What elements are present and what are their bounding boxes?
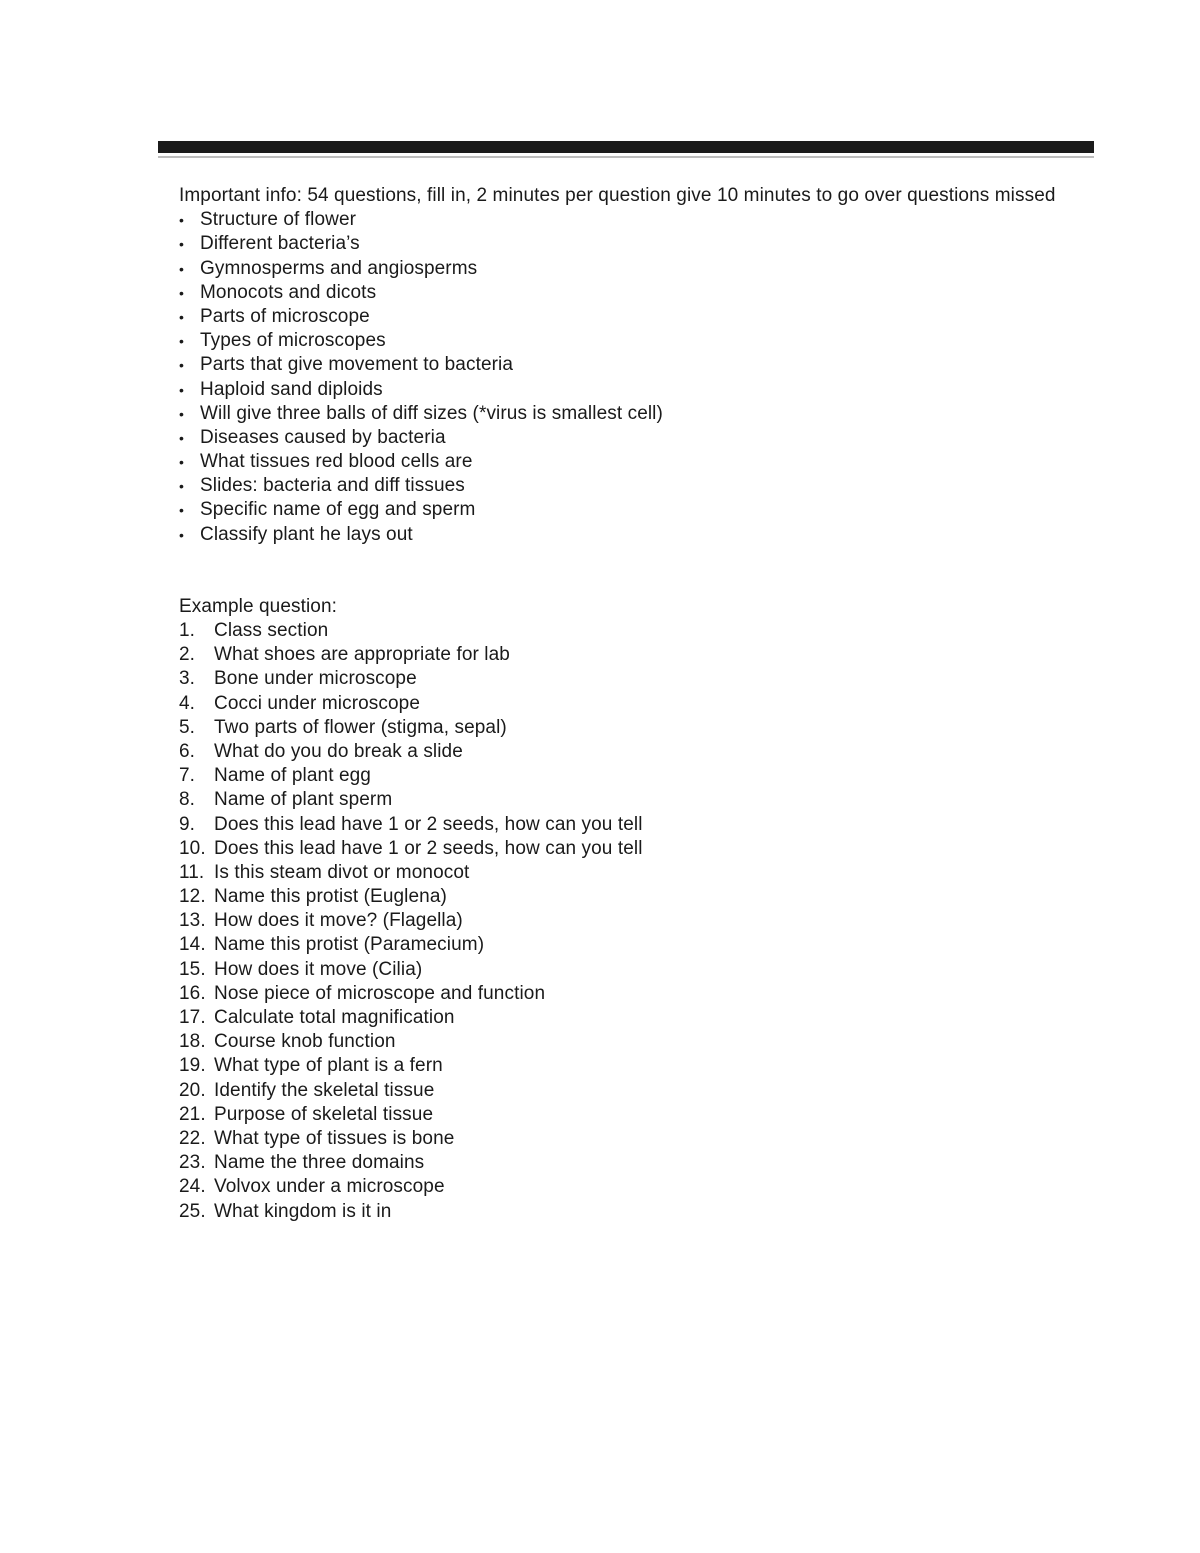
question-number: 3. bbox=[179, 668, 196, 690]
topic-text: Will give three balls of diff sizes (*virus is smallest cell) bbox=[200, 402, 663, 424]
question-number: 1. bbox=[179, 620, 196, 642]
question-number: 12. bbox=[179, 886, 206, 908]
bullet-icon: • bbox=[179, 405, 185, 422]
topic-item bbox=[179, 329, 1079, 353]
question-text: Bone under microscope bbox=[214, 668, 417, 690]
question-text: What kingdom is it in bbox=[214, 1200, 392, 1222]
question-number: 20. bbox=[179, 1079, 206, 1101]
topic-text: Haploid sand diploids bbox=[200, 378, 383, 400]
question-number: 14. bbox=[179, 934, 206, 956]
bullet-icon: • bbox=[179, 357, 185, 374]
question-item bbox=[179, 619, 1079, 643]
question-text: How does it move (Cilia) bbox=[214, 958, 423, 980]
question-number: 9. bbox=[179, 813, 196, 835]
question-text: Course knob function bbox=[214, 1031, 396, 1053]
question-item bbox=[179, 1200, 1079, 1224]
question-number: 5. bbox=[179, 716, 196, 738]
question-text: Does this lead have 1 or 2 seeds, how can you tell bbox=[214, 813, 643, 835]
topic-text: Monocots and dicots bbox=[200, 281, 377, 303]
topic-item bbox=[179, 281, 1079, 305]
topic-item bbox=[179, 450, 1079, 474]
question-text: What do you do break a slide bbox=[214, 740, 463, 762]
question-item bbox=[179, 764, 1079, 788]
bullet-icon: • bbox=[179, 526, 185, 543]
question-text: Is this steam divot or monocot bbox=[214, 861, 470, 883]
header-bar bbox=[158, 141, 1094, 153]
question-number: 6. bbox=[179, 740, 196, 762]
question-text: Name of plant sperm bbox=[214, 789, 393, 811]
question-number: 17. bbox=[179, 1007, 206, 1029]
question-list bbox=[179, 619, 1079, 1224]
question-number: 4. bbox=[179, 692, 196, 714]
question-text: Class section bbox=[214, 620, 329, 642]
question-item bbox=[179, 861, 1079, 885]
question-number: 18. bbox=[179, 1031, 206, 1053]
topic-text: Gymnosperms and angiosperms bbox=[200, 257, 478, 279]
question-number: 10. bbox=[179, 837, 206, 859]
topic-text: What tissues red blood cells are bbox=[200, 451, 473, 473]
question-number: 19. bbox=[179, 1055, 206, 1077]
header-divider bbox=[158, 156, 1094, 158]
bullet-icon: • bbox=[179, 308, 185, 325]
topic-text: Specific name of egg and sperm bbox=[200, 499, 476, 521]
question-text: Name this protist (Euglena) bbox=[214, 886, 447, 908]
topic-text: Parts of microscope bbox=[200, 305, 370, 327]
question-number: 2. bbox=[179, 644, 196, 666]
question-item bbox=[179, 1006, 1079, 1030]
question-text: Name of plant egg bbox=[214, 765, 371, 787]
bullet-icon: • bbox=[179, 502, 185, 519]
bullet-icon: • bbox=[179, 236, 185, 253]
bullet-icon: • bbox=[179, 212, 185, 229]
question-item bbox=[179, 643, 1079, 667]
question-item bbox=[179, 692, 1079, 716]
question-number: 15. bbox=[179, 958, 206, 980]
topic-item bbox=[179, 257, 1079, 281]
question-item bbox=[179, 1030, 1079, 1054]
bullet-icon: • bbox=[179, 429, 185, 446]
question-text: Two parts of flower (stigma, sepal) bbox=[214, 716, 507, 738]
question-number: 21. bbox=[179, 1103, 206, 1125]
important-info: Important info: 54 questions, fill in, 2 minutes per question give 10 minutes to go over questions missed bbox=[179, 185, 1056, 206]
question-text: Nose piece of microscope and function bbox=[214, 982, 546, 1004]
topic-text: Different bacteria’s bbox=[200, 233, 360, 255]
question-text: What type of tissues is bone bbox=[214, 1127, 455, 1149]
question-number: 24. bbox=[179, 1176, 206, 1198]
topic-item bbox=[179, 474, 1079, 498]
question-text: Volvox under a microscope bbox=[214, 1176, 445, 1198]
question-item bbox=[179, 885, 1079, 909]
topic-item bbox=[179, 378, 1079, 402]
question-number: 7. bbox=[179, 765, 196, 787]
topic-item bbox=[179, 305, 1079, 329]
question-item bbox=[179, 667, 1079, 691]
topic-item bbox=[179, 232, 1079, 256]
question-item bbox=[179, 813, 1079, 837]
topic-text: Slides: bacteria and diff tissues bbox=[200, 475, 465, 497]
question-number: 8. bbox=[179, 789, 196, 811]
question-item bbox=[179, 982, 1079, 1006]
question-text: Purpose of skeletal tissue bbox=[214, 1103, 434, 1125]
question-text: Does this lead have 1 or 2 seeds, how can you tell bbox=[214, 837, 643, 859]
question-number: 11. bbox=[179, 861, 205, 883]
bullet-icon: • bbox=[179, 333, 185, 350]
topic-item bbox=[179, 426, 1079, 450]
topic-text: Structure of flower bbox=[200, 209, 357, 231]
question-item bbox=[179, 958, 1079, 982]
question-text: How does it move? (Flagella) bbox=[214, 910, 463, 932]
question-item bbox=[179, 1079, 1079, 1103]
topic-list bbox=[179, 208, 1079, 547]
topic-text: Classify plant he lays out bbox=[200, 523, 413, 545]
question-item bbox=[179, 1103, 1079, 1127]
question-number: 25. bbox=[179, 1200, 206, 1222]
topic-item bbox=[179, 498, 1079, 522]
topic-text: Parts that give movement to bacteria bbox=[200, 354, 514, 376]
example-heading: Example question: bbox=[179, 595, 338, 617]
question-text: Identify the skeletal tissue bbox=[214, 1079, 435, 1101]
question-item bbox=[179, 1127, 1079, 1151]
question-item bbox=[179, 1054, 1079, 1078]
topic-item bbox=[179, 208, 1079, 232]
question-item bbox=[179, 837, 1079, 861]
question-item bbox=[179, 1151, 1079, 1175]
question-text: Cocci under microscope bbox=[214, 692, 421, 714]
question-text: What shoes are appropriate for lab bbox=[214, 644, 510, 666]
question-number: 13. bbox=[179, 910, 206, 932]
topic-text: Diseases caused by bacteria bbox=[200, 426, 446, 448]
question-item bbox=[179, 788, 1079, 812]
bullet-icon: • bbox=[179, 454, 185, 471]
topic-item bbox=[179, 353, 1079, 377]
bullet-icon: • bbox=[179, 284, 185, 301]
question-text: What type of plant is a fern bbox=[214, 1055, 443, 1077]
question-number: 16. bbox=[179, 982, 206, 1004]
topic-text: Types of microscopes bbox=[200, 330, 386, 352]
question-item bbox=[179, 933, 1079, 957]
topic-item bbox=[179, 523, 1079, 547]
question-number: 22. bbox=[179, 1127, 206, 1149]
question-item bbox=[179, 716, 1079, 740]
question-number: 23. bbox=[179, 1152, 206, 1174]
bullet-icon: • bbox=[179, 260, 185, 277]
document-body bbox=[179, 184, 1079, 1224]
question-item bbox=[179, 1175, 1079, 1199]
question-item bbox=[179, 740, 1079, 764]
question-item bbox=[179, 909, 1079, 933]
topic-item bbox=[179, 402, 1079, 426]
bullet-icon: • bbox=[179, 478, 185, 495]
question-text: Calculate total magnification bbox=[214, 1007, 455, 1029]
question-text: Name this protist (Paramecium) bbox=[214, 934, 485, 956]
question-text: Name the three domains bbox=[214, 1152, 425, 1174]
bullet-icon: • bbox=[179, 381, 185, 398]
